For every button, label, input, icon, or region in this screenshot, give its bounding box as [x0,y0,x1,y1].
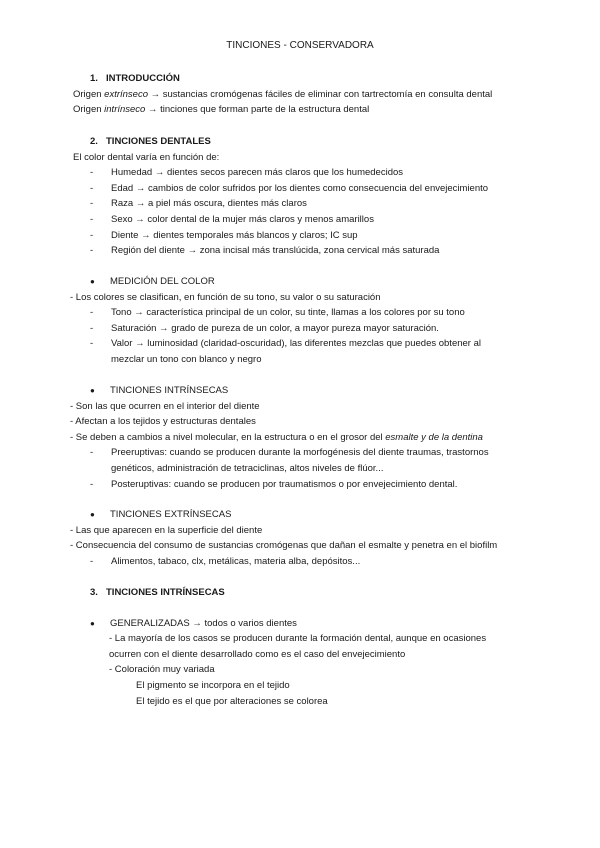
text-line: - Son las que ocurren en el interior del diente [70,400,260,412]
section-heading: 3. TINCIONES INTRÍNSECAS [90,587,225,598]
text-line: El tejido es el que por alteraciones se colorea [136,695,328,707]
text-line: - Se deben a cambios a nivel molecular, en la estructura o en el grosor del esmalte y de la dentina [70,431,483,443]
bullet-heading: ● GENERALIZADAS → todos o varios dientes [90,617,297,629]
section-heading: 1. INTRODUCCIÓN [90,73,180,84]
section-tinciones-intrinsecas-3 [73,585,543,709]
text-line: - Coloración muy variada [109,664,215,676]
page-title: TINCIONES - CONSERVADORA [226,40,374,51]
list-item: - Preeruptivas: cuando se producen durante la morfogénesis del diente traumas, trastornos genéticos, administración de tetraciclinas, altos niveles de flúor... [90,447,489,474]
list-item: - Diente → dientes temporales más blancos y claros; IC sup [90,229,358,241]
section-heading: 2. TINCIONES DENTALES [90,136,211,147]
text-line: - Consecuencia del consumo de sustancias cromógenas que dañan el esmalte y penetra en el biofilm [70,540,498,552]
list-item: - Saturación → grado de pureza de un color, a mayor pureza mayor saturación. [90,322,439,334]
text-line: - La mayoría de los casos se producen durante la formación dental, aunque en ocasiones ocurren con el diente desarrollado como es el caso del envejecimiento [109,633,487,660]
bullet-heading: ● MEDICIÓN DEL COLOR [90,276,215,287]
list-item: - Alimentos, tabaco, clx, metálicas, materia alba, depósitos... [90,555,361,567]
bullet-heading: ● TINCIONES INTRÍNSECAS [90,385,229,396]
section-tinciones-dentales [73,134,543,259]
text-line: El pigmento se incorpora en el tejido [136,679,290,691]
section-introduccion [73,71,543,118]
bullet-heading: ● TINCIONES EXTRÍNSECAS [90,509,232,520]
intro-text: - Los colores se clasifican, en función de su tono, su valor o su saturación [70,291,381,303]
origin-line: Origen intrínseco → tinciones que forman parte de la estructura dental [73,104,370,116]
section-tinciones-intrinsecas [70,383,543,492]
list-item: - Humedad → dientes secos parecen más claros que los humedecidos [90,167,404,179]
list-item: - Región del diente → zona incisal más translúcida, zona cervical más saturada [90,245,440,257]
origin-line: Origen extrínseco → sustancias cromógenas fáciles de eliminar con tartrectomía en consulta dental [73,88,493,100]
list-item: - Edad → cambios de color sufridos por los dientes como consecuencia del envejecimiento [90,182,489,194]
text-line: - Las que aparecen en la superficie del diente [70,524,263,536]
list-item: - Posteruptivas: cuando se producen por traumatismos o por envejecimiento dental. [90,478,458,490]
list-item: - Tono → característica principal de un color, su tinte, llamas a los colores por su tono [90,307,465,319]
list-item: - Raza → a piel más oscura, dientes más claros [90,198,307,210]
list-item: - Valor → luminosidad (claridad-oscuridad), las diferentes mezclas que puedes obtener al mezclar un tono con blanco y negro [90,338,481,365]
section-medicion-color [70,274,543,368]
section-tinciones-extrinsecas [70,507,543,569]
text-line: - Afectan a los tejidos y estructuras dentales [70,416,256,428]
list-item: - Sexo → color dental de la mujer más claros y menos amarillos [90,213,374,225]
intro-text: El color dental varía en función de: [73,151,220,163]
